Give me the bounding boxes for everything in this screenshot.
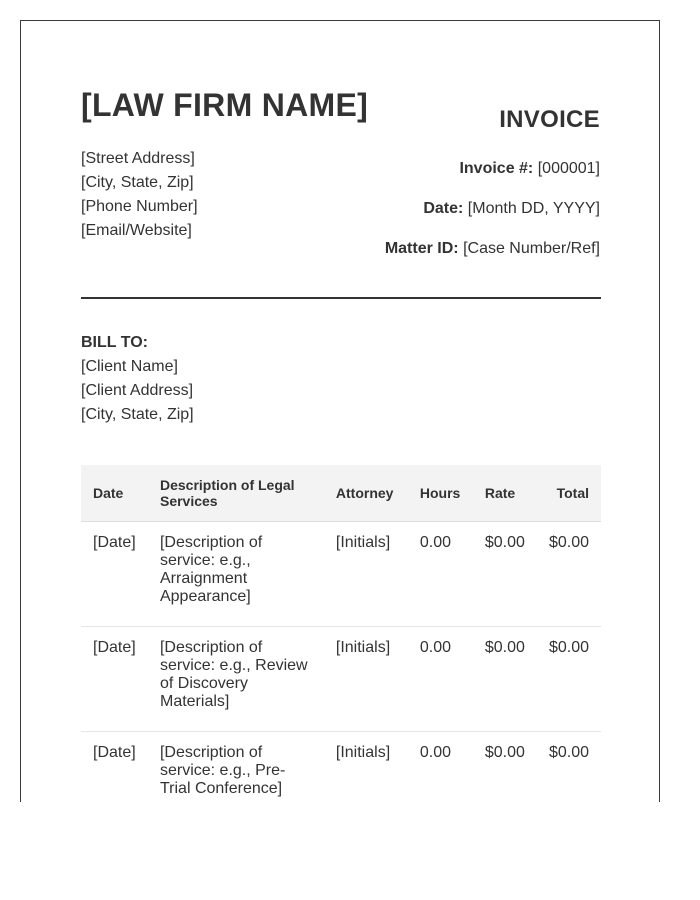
invoice-number-label: Invoice #: — [459, 160, 534, 177]
services-table — [81, 465, 601, 802]
firm-name: [LAW FIRM NAME] — [81, 87, 369, 123]
row-hours: 0.00 — [408, 627, 473, 732]
row-total: $0.00 — [537, 732, 601, 803]
invoice-page — [20, 20, 660, 802]
row-hours: 0.00 — [408, 732, 473, 803]
matter-id-value: [Case Number/Ref] — [463, 240, 600, 257]
row-description: [Description of service: e.g., Review of Discovery Materials] — [148, 627, 324, 732]
firm-street: [Street Address] — [81, 150, 195, 167]
row-total: $0.00 — [537, 627, 601, 732]
row-attorney: [Initials] — [324, 627, 408, 732]
client-address: [Client Address] — [81, 382, 194, 399]
row-hours: 0.00 — [408, 522, 473, 627]
header-description: Description of Legal Services — [148, 465, 324, 522]
bill-to-heading: BILL TO: — [81, 334, 148, 351]
matter-id-row — [385, 239, 600, 279]
header-attorney: Attorney — [324, 465, 408, 522]
row-date: [Date] — [81, 522, 148, 627]
header-divider — [81, 297, 601, 299]
row-attorney: [Initials] — [324, 522, 408, 627]
bill-to-block — [81, 331, 194, 427]
invoice-meta — [385, 159, 600, 279]
invoice-date-value: [Month DD, YYYY] — [467, 200, 600, 217]
invoice-number-value: [000001] — [537, 160, 600, 177]
firm-email: [Email/Website] — [81, 222, 192, 239]
invoice-title: INVOICE — [499, 106, 600, 133]
header-total: Total — [537, 465, 601, 522]
firm-contact-block — [81, 147, 198, 243]
table-row — [81, 522, 601, 627]
invoice-number-row — [385, 159, 600, 199]
header-hours: Hours — [408, 465, 473, 522]
header-date: Date — [81, 465, 148, 522]
row-total: $0.00 — [537, 522, 601, 627]
row-rate: $0.00 — [473, 522, 537, 627]
row-description: [Description of service: e.g., Arraignment Appearance] — [148, 522, 324, 627]
row-rate: $0.00 — [473, 627, 537, 732]
row-description: [Description of service: e.g., Pre-Trial Conference] — [148, 732, 324, 803]
invoice-date-row — [385, 199, 600, 239]
row-date: [Date] — [81, 732, 148, 803]
table-row — [81, 627, 601, 732]
firm-city: [City, State, Zip] — [81, 174, 194, 191]
row-date: [Date] — [81, 627, 148, 732]
table-header-row — [81, 465, 601, 522]
header-rate: Rate — [473, 465, 537, 522]
invoice-date-label: Date: — [423, 200, 464, 217]
table-row — [81, 732, 601, 803]
matter-id-label: Matter ID: — [384, 240, 459, 257]
row-rate: $0.00 — [473, 732, 537, 803]
client-name: [Client Name] — [81, 358, 178, 375]
row-attorney: [Initials] — [324, 732, 408, 803]
firm-phone: [Phone Number] — [81, 198, 198, 215]
client-city: [City, State, Zip] — [81, 406, 194, 423]
